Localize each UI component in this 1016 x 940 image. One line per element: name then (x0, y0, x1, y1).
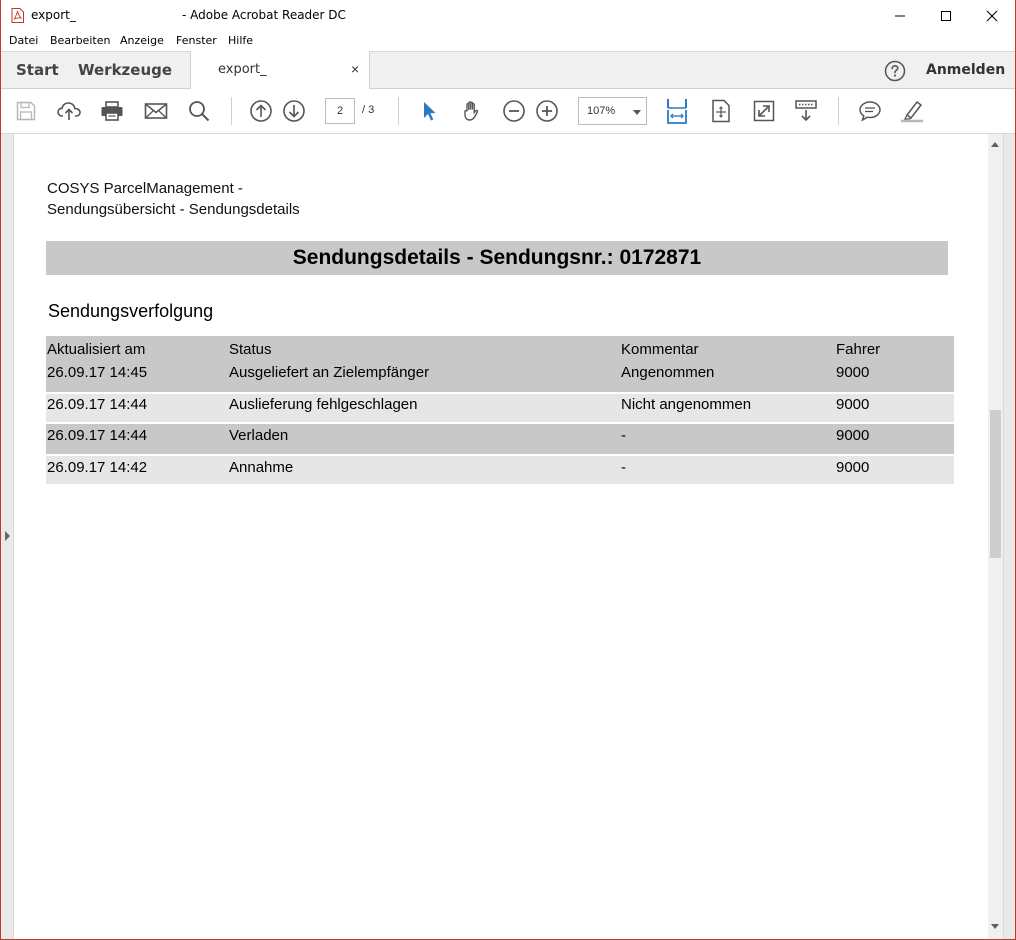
close-window-button[interactable] (969, 0, 1015, 31)
column-header: Fahrer (836, 341, 881, 358)
expand-left-pane-icon[interactable] (5, 531, 10, 541)
table-cell: 26.09.17 14:45 (47, 364, 148, 381)
table-cell: Annahme (229, 459, 294, 476)
search-button[interactable] (186, 98, 212, 124)
column-header: Kommentar (621, 341, 699, 358)
menu-anzeige[interactable]: Anzeige (120, 34, 164, 47)
fit-width-button[interactable] (664, 98, 690, 124)
column-header: Status (229, 341, 272, 358)
scroll-down-icon[interactable] (991, 924, 999, 929)
page-number-input[interactable]: 2 (325, 98, 355, 124)
print-button[interactable] (99, 98, 125, 124)
arrow-down-circle-icon (282, 99, 306, 123)
sign-in-button[interactable]: Anmelden (926, 62, 1006, 78)
toolbar-separator (838, 97, 839, 125)
toolbar-separator (231, 97, 232, 125)
window-title-app: - Adobe Acrobat Reader DC (182, 8, 346, 22)
table-cell: Verladen (229, 427, 289, 444)
toolbar (1, 89, 1015, 134)
scroll-up-icon[interactable] (991, 142, 999, 147)
save-button[interactable] (13, 98, 39, 124)
table-row (46, 456, 954, 484)
plus-circle-icon (535, 99, 559, 123)
fit-page-icon (710, 99, 732, 123)
email-button[interactable] (143, 98, 169, 124)
full-screen-button[interactable] (751, 98, 777, 124)
window-title-filename: export_ (31, 8, 76, 22)
help-icon[interactable] (884, 60, 906, 82)
comment-button[interactable] (857, 98, 883, 124)
close-tab-button[interactable]: × (351, 61, 360, 77)
table-cell: Auslieferung fehlgeschlagen (229, 396, 418, 413)
minimize-button[interactable] (877, 0, 923, 31)
document-breadcrumb-line1: COSYS ParcelManagement - (47, 180, 243, 197)
arrow-up-circle-icon (249, 99, 273, 123)
vertical-scrollbar[interactable] (988, 134, 1003, 940)
mail-icon (144, 101, 168, 121)
cloud-upload-icon (57, 100, 81, 122)
upload-cloud-button[interactable] (56, 98, 82, 124)
fit-page-button[interactable] (708, 98, 734, 124)
zoom-select[interactable] (578, 97, 647, 125)
section-title: Sendungsverfolgung (48, 301, 214, 321)
cursor-arrow-icon (419, 100, 439, 122)
pdf-page (15, 134, 988, 940)
tab-bar (1, 51, 1015, 89)
table-cell: 9000 (836, 364, 870, 381)
select-tool-button[interactable] (416, 98, 442, 124)
table-cell: 26.09.17 14:42 (47, 459, 148, 476)
page-total: / 3 (362, 104, 375, 116)
printer-icon (100, 100, 124, 122)
maximize-button[interactable] (923, 0, 969, 31)
column-header: Aktualisiert am (47, 341, 146, 358)
title-bar (1, 0, 1015, 31)
table-cell: - (621, 427, 626, 444)
table-cell: Angenommen (621, 364, 715, 381)
menu-datei[interactable]: Datei (9, 34, 39, 47)
table-row (46, 424, 954, 454)
menu-bearbeiten[interactable]: Bearbeiten (50, 34, 111, 47)
document-breadcrumb-line2: Sendungsübersicht - Sendungsdetails (47, 201, 300, 218)
comment-icon (858, 100, 882, 122)
highlight-button[interactable] (899, 98, 925, 124)
tab-document[interactable] (190, 51, 370, 89)
table-cell: 26.09.17 14:44 (47, 396, 148, 413)
hand-tool-button[interactable] (459, 98, 485, 124)
table-cell: Nicht angenommen (621, 396, 752, 413)
menu-bar (1, 31, 1015, 51)
left-pane-handle[interactable] (1, 134, 14, 940)
table-row (46, 394, 954, 422)
read-mode-button[interactable] (793, 98, 819, 124)
document-tab-label: export_ (218, 62, 267, 77)
zoom-value: 107% (587, 105, 616, 117)
fit-width-icon (665, 98, 689, 124)
next-page-button[interactable] (281, 98, 307, 124)
table-cell: 9000 (836, 396, 870, 413)
zoom-out-button[interactable] (501, 98, 527, 124)
maximize-icon (940, 10, 952, 22)
previous-page-button[interactable] (248, 98, 274, 124)
close-icon (986, 10, 998, 22)
expand-icon (753, 100, 775, 122)
read-mode-icon (794, 99, 818, 123)
zoom-in-button[interactable] (534, 98, 560, 124)
heading-banner (46, 241, 948, 275)
menu-hilfe[interactable]: Hilfe (228, 34, 254, 47)
table-cell: - (621, 459, 626, 476)
highlighter-pen-icon (899, 99, 925, 123)
document-viewport[interactable] (1, 134, 1015, 940)
pdf-file-icon (11, 8, 24, 23)
right-pane-handle[interactable] (1003, 134, 1015, 940)
scrollbar-thumb[interactable] (990, 410, 1001, 558)
page-title: Sendungsdetails - Sendungsnr.: 0172871 (292, 246, 702, 269)
toolbar-separator (398, 97, 399, 125)
save-icon (15, 100, 37, 122)
chevron-down-icon (633, 110, 641, 115)
minimize-icon (894, 10, 906, 22)
search-icon (188, 100, 210, 122)
table-header-row (46, 336, 954, 392)
hand-icon (460, 99, 484, 123)
tab-werkzeuge[interactable]: Werkzeuge (78, 61, 173, 79)
table-cell: 26.09.17 14:44 (47, 427, 148, 444)
table-cell: 9000 (836, 427, 870, 444)
menu-fenster[interactable]: Fenster (176, 34, 217, 47)
table-cell: 9000 (836, 459, 870, 476)
minus-circle-icon (502, 99, 526, 123)
tab-start[interactable]: Start (16, 61, 59, 79)
table-cell: Ausgeliefert an Zielempfänger (229, 364, 430, 381)
